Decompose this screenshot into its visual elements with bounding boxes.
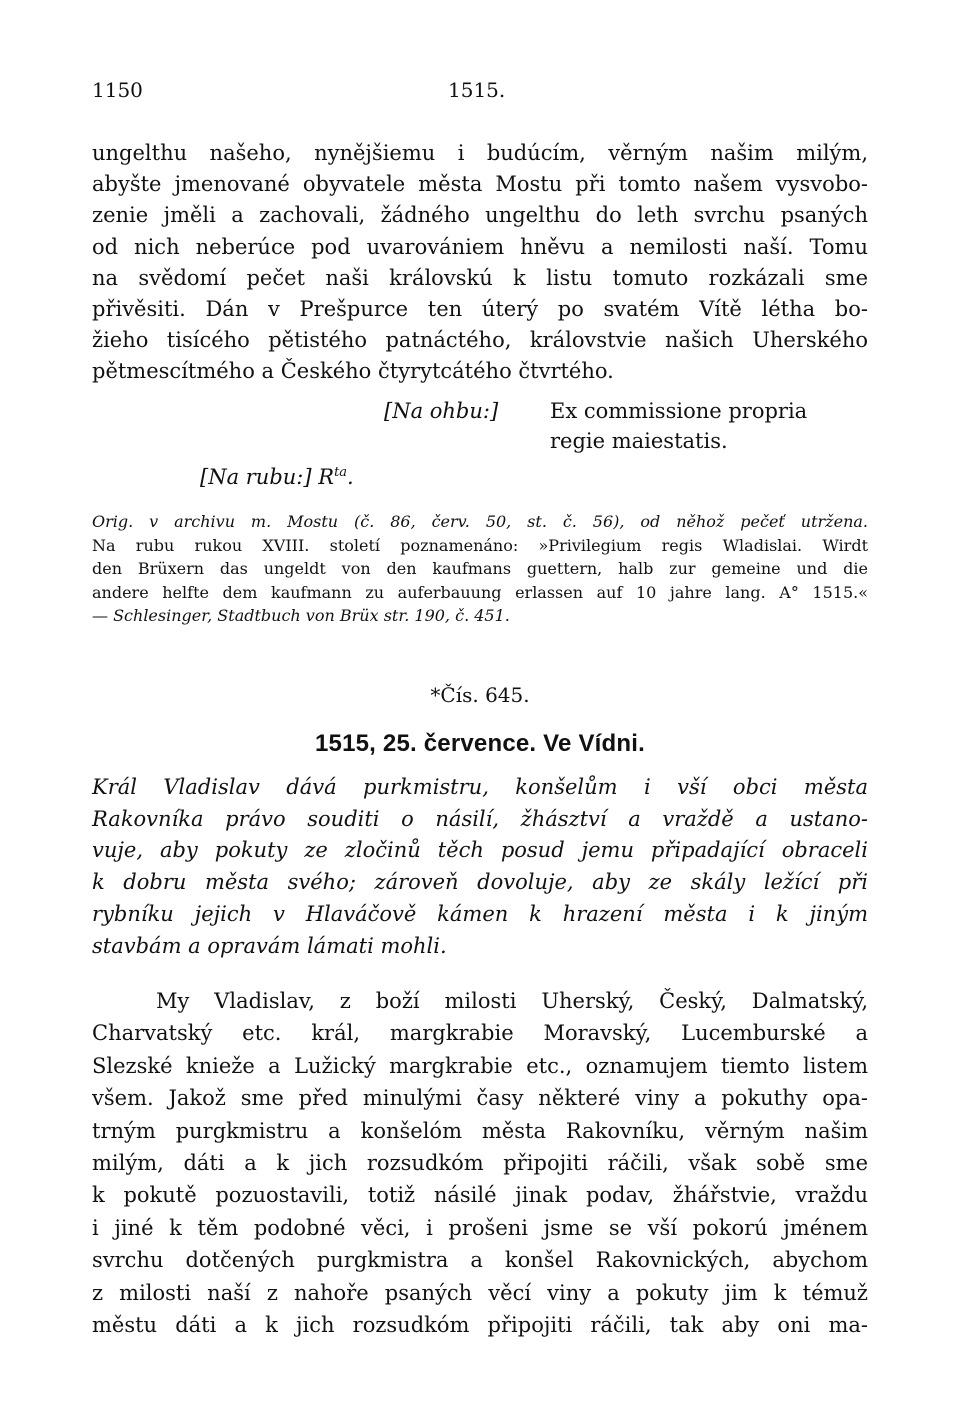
regest-line: k dobru města svého; zároveň dovoluje, aby ze skály ležící při (92, 870, 868, 895)
charter-text-continuation (92, 138, 868, 388)
endorsement-line: Ex commissione propria (550, 399, 808, 423)
text-line: z milosti naší z nahoře psaných věcí viny a pokuty jim k témuž (92, 1280, 868, 1305)
text-line: milým, dáti a k jich rozsudkóm připojiti ráčili, však sobě sme (92, 1151, 868, 1176)
running-head-year: 1515. (448, 78, 506, 102)
text-line: i jiné k těm podobné věci, i prošeni jsme se vší pokorú jménem (92, 1215, 868, 1240)
reverse-mark-period: . (347, 465, 354, 489)
text-line: svrchu dotčených purgkmistra a konšel Rakovnických, abychom (92, 1248, 868, 1273)
regest-line: stavbám a opravám lámati mohli. (92, 933, 447, 958)
reverse-mark-sup: ta (334, 465, 348, 480)
text-line: k pokutě pozuostavili, totiž násilé jinak podav, žhářstvie, vraždu (92, 1183, 868, 1208)
text-line: pětmescítmého a Českého čtyrytcátého čtvrtého. (92, 359, 614, 384)
text-line: ungelthu našeho, nynějšiemu i budúcím, věrným našim milým, (92, 141, 868, 165)
reverse-mark-letter: R (318, 465, 335, 489)
text-line: My Vladislav, z boží milosti Uherský, Český, Dalmatský, (156, 989, 868, 1013)
text-line: přivěsiti. Dán v Prešpurce ten úterý po svatém Vítě létha bo- (92, 297, 868, 322)
text-line: Charvatský etc. král, margkrabie Moravský, Lucemburské a (92, 1021, 868, 1046)
page-header (92, 78, 868, 104)
regest-summary (92, 772, 868, 962)
regest-line: rybníku jejich v Hlaváčově kámen k hrazení města i k jiným (92, 901, 868, 926)
charter-text (92, 985, 868, 1341)
document-date-heading: 1515, 25. července. Ve Vídni. (314, 730, 645, 757)
reverse-mark (318, 465, 353, 489)
text-line: abyšte jmenované obyvatele města Mostu při tomto našem vysvobo- (92, 172, 868, 197)
reverse-endorsement (200, 458, 354, 492)
book-page (92, 0, 868, 1405)
text-line: zenie jměli a zachovali, žádného ungelthu do leth svrchu psaných (92, 203, 868, 228)
fold-endorsement-text (550, 396, 807, 456)
note-line: Orig. v archivu m. Mostu (č. 86, červ. 50, st. č. 56), od něhož pečeť utržena. (92, 512, 868, 531)
text-line: na svědomí pečet naši královskú k listu tomuto rozkázali sme (92, 265, 868, 290)
fold-endorsement-label: [Na ohbu:] (384, 399, 499, 423)
note-line: — Schlesinger, Stadtbuch von Brüx str. 190, č. 451. (92, 606, 510, 625)
document-number: *Čís. 645. (430, 683, 530, 707)
text-line: žieho tisícého pětistého patnáctého, královstvie našich Uherského (92, 328, 868, 353)
source-notes (92, 510, 868, 628)
reverse-label: [Na rubu:] (200, 465, 312, 489)
note-line: Na rubu rukou XVIII. století poznamenáno: »Privilegium regis Wladislai. Wirdt (92, 535, 868, 555)
note-line: den Brüxern das ungeldt von den kaufmans guettern, halb zur gemeine und die (92, 559, 868, 578)
text-line: od nich neberúce pod uvarovániem hněvu a nemilosti naší. Tomu (92, 234, 868, 259)
endorsement-line: regie maiestatis. (550, 429, 728, 453)
text-line: trným purgkmistru a konšelóm města Rakovníku, věrným našim (92, 1118, 868, 1143)
text-line: všem. Jakož sme před minulými časy některé viny a pokuthy opa- (92, 1086, 868, 1111)
note-line: andere helfte dem kaufmann zu auferbauung erlassen auf 10 jahre lang. A° 1515.« (92, 582, 868, 602)
regest-line: vuje, aby pokuty ze zločinů těch posud jemu připadající obraceli (92, 838, 868, 863)
text-line: městu dáti a k jich rozsudkóm připojiti ráčili, tak aby oni ma- (92, 1313, 868, 1338)
text-line: Slezské knieže a Lužický margkrabie etc., oznamujem tiemto listem (92, 1053, 868, 1078)
page-number: 1150 (92, 78, 143, 102)
regest-line: Rakovníka právo souditi o násilí, žhásztví a vraždě a ustano- (92, 806, 868, 831)
regest-line: Král Vladislav dává purkmistru, konšelům i vší obci města (92, 775, 868, 799)
